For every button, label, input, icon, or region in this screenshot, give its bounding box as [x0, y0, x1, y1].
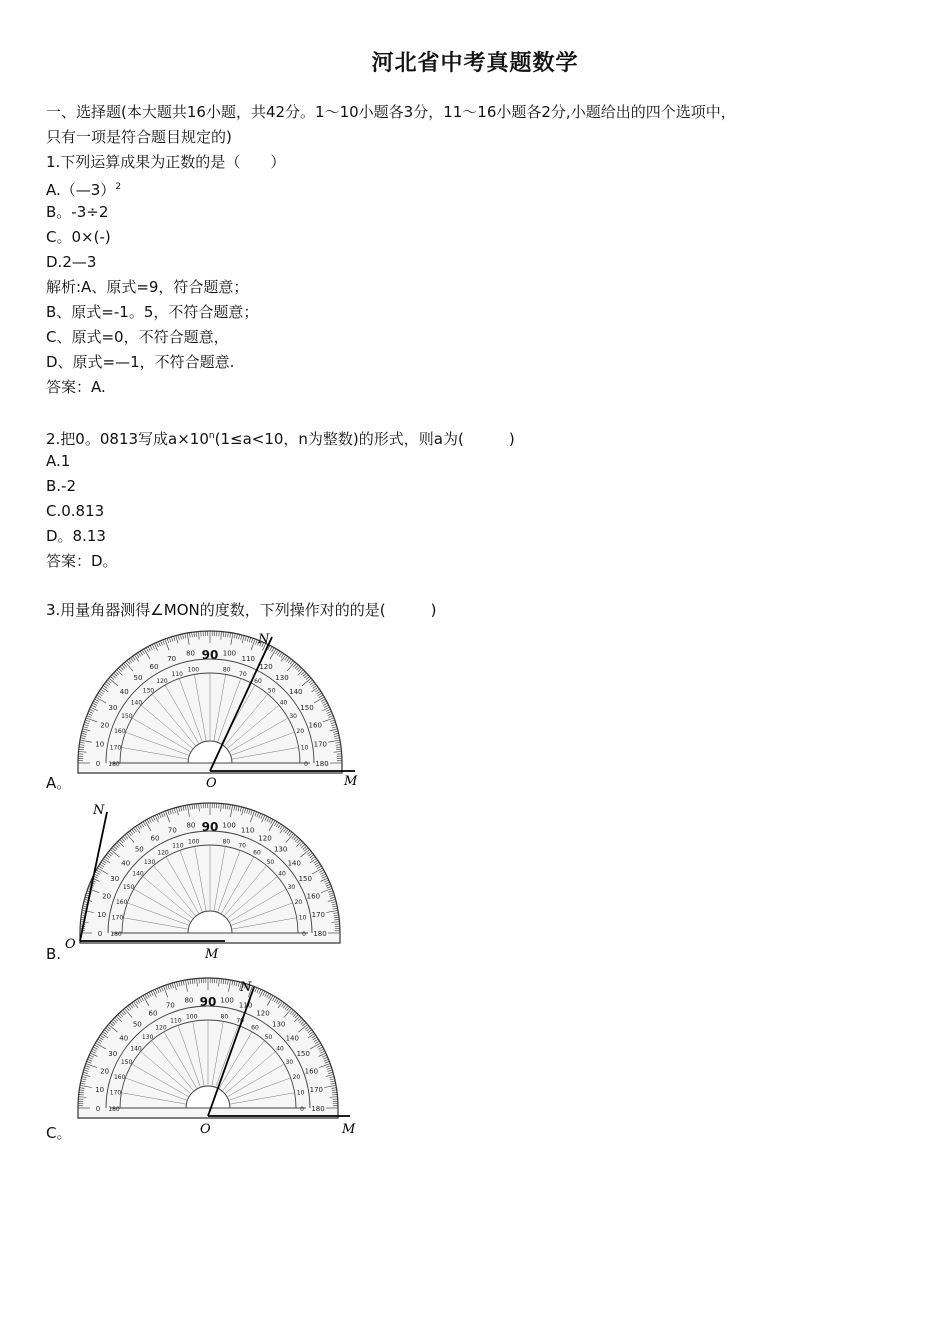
svg-text:100: 100 [185, 1013, 198, 1021]
svg-text:10: 10 [95, 740, 105, 749]
svg-text:110: 110 [241, 654, 255, 663]
point-label-o: O [200, 1122, 211, 1137]
svg-text:110: 110 [238, 1001, 253, 1010]
q2-stem-superscript: n [208, 431, 215, 441]
svg-text:120: 120 [157, 849, 169, 857]
section-heading-line2: 只有一项是符合题目规定的) [46, 128, 232, 146]
svg-text:100: 100 [220, 996, 234, 1005]
svg-text:20: 20 [102, 892, 112, 901]
svg-text:130: 130 [274, 845, 288, 854]
svg-text:160: 160 [306, 892, 321, 901]
svg-text:120: 120 [156, 677, 168, 685]
svg-text:70: 70 [236, 1017, 244, 1025]
svg-text:60: 60 [251, 1024, 259, 1032]
protractor-figure-c [60, 975, 370, 1140]
svg-text:70: 70 [238, 842, 246, 850]
svg-text:30: 30 [110, 875, 120, 883]
svg-text:160: 160 [308, 721, 322, 730]
q2-answer: 答案：D。 [46, 552, 118, 570]
svg-text:160: 160 [113, 1073, 126, 1081]
q1-answer: 答案：A. [46, 378, 106, 396]
center-mark-label: 90 [201, 820, 219, 834]
page-title: 河北省中考真题数学 [371, 51, 579, 76]
q2-stem-post: (1≤a<10，n为整数)的形式，则a为( ) [214, 430, 515, 448]
svg-text:170: 170 [311, 910, 326, 919]
svg-text:60: 60 [148, 1009, 158, 1018]
q1-option-c: C。0×(-) [46, 228, 111, 246]
svg-text:140: 140 [132, 870, 144, 878]
q3-option-b: B. [46, 945, 62, 963]
svg-text:10: 10 [300, 744, 309, 752]
point-label-o: O [65, 937, 76, 952]
svg-text:110: 110 [240, 826, 255, 835]
svg-text:180: 180 [108, 761, 120, 768]
svg-text:80: 80 [184, 996, 194, 1005]
svg-text:180: 180 [110, 931, 122, 938]
svg-text:80: 80 [186, 649, 196, 658]
center-mark-label: 90 [201, 648, 219, 662]
svg-text:120: 120 [256, 1009, 270, 1018]
svg-text:10: 10 [97, 910, 107, 919]
point-label-m: M [342, 1122, 356, 1137]
svg-text:50: 50 [266, 858, 275, 866]
q1-option-d: D.2—3 [46, 253, 97, 271]
svg-text:30: 30 [108, 704, 118, 712]
svg-text:40: 40 [119, 688, 129, 697]
svg-text:0: 0 [300, 1106, 304, 1113]
point-label-n: N [258, 632, 270, 647]
svg-text:180: 180 [311, 1105, 325, 1113]
svg-text:110: 110 [172, 842, 184, 850]
svg-text:10: 10 [95, 1085, 105, 1094]
svg-text:60: 60 [253, 849, 261, 857]
svg-text:170: 170 [111, 914, 124, 922]
svg-text:140: 140 [289, 688, 303, 697]
svg-text:60: 60 [254, 677, 262, 685]
svg-text:40: 40 [119, 1034, 129, 1043]
svg-text:130: 130 [142, 687, 155, 695]
q1-analysis-4: D、原式=—1，不符合题意. [46, 353, 235, 371]
svg-text:10: 10 [296, 1089, 305, 1097]
q1-stem: 1.下列运算成果为正数的是（ ） [46, 153, 286, 171]
svg-text:140: 140 [287, 859, 301, 868]
svg-text:50: 50 [264, 1033, 273, 1041]
svg-text:180: 180 [315, 760, 329, 768]
svg-text:160: 160 [114, 728, 126, 736]
svg-text:150: 150 [298, 875, 312, 883]
protractor-figure-a [60, 625, 380, 790]
svg-text:120: 120 [259, 663, 273, 672]
svg-text:70: 70 [167, 826, 177, 835]
svg-text:30: 30 [108, 1050, 118, 1058]
svg-text:150: 150 [120, 1059, 133, 1066]
q1-option-a-text: A.（—3） [46, 181, 116, 199]
svg-text:0: 0 [95, 760, 101, 768]
svg-text:50: 50 [132, 1020, 142, 1029]
svg-text:10: 10 [298, 914, 307, 922]
svg-text:80: 80 [220, 1013, 229, 1021]
point-label-n: N [240, 980, 252, 995]
svg-text:70: 70 [165, 1001, 175, 1010]
svg-text:140: 140 [285, 1034, 299, 1043]
svg-text:120: 120 [155, 1024, 167, 1032]
svg-text:130: 130 [143, 858, 156, 866]
svg-text:110: 110 [170, 1017, 182, 1025]
protractor-body [80, 803, 340, 943]
svg-text:150: 150 [296, 1050, 310, 1058]
q1-analysis-2: B、原式=-1。5，不符合题意； [46, 303, 259, 321]
point-label-o: O [206, 776, 217, 790]
q2-stem [46, 426, 515, 449]
q2-option-a: A.1 [46, 452, 71, 470]
svg-text:30: 30 [285, 1059, 294, 1066]
q3-stem: 3.用量角器测得∠MON的度数，下列操作对的的是( ) [46, 601, 437, 619]
svg-text:150: 150 [300, 704, 314, 712]
svg-text:70: 70 [167, 654, 177, 663]
svg-text:50: 50 [133, 674, 143, 683]
q1-option-a-superscript: 2 [115, 182, 122, 192]
svg-text:160: 160 [115, 898, 128, 906]
protractor-figure-b [55, 800, 365, 960]
svg-text:0: 0 [95, 1105, 101, 1113]
q2-option-c: C.0.813 [46, 502, 105, 520]
svg-text:40: 40 [279, 699, 288, 707]
svg-text:80: 80 [186, 821, 196, 830]
svg-text:80: 80 [222, 666, 231, 674]
point-label-n: N [93, 803, 105, 818]
svg-text:60: 60 [150, 834, 160, 843]
q2-option-d: D。8.13 [46, 527, 106, 545]
q1-option-b: B。-3÷2 [46, 203, 109, 221]
q1-analysis-3: C、原式=0，不符合题意， [46, 328, 229, 346]
svg-text:180: 180 [313, 930, 327, 938]
q3-option-a: A。 [46, 774, 72, 792]
q2-stem-pre: 2.把0。0813写成a×10 [46, 430, 209, 448]
svg-text:120: 120 [258, 834, 272, 843]
svg-text:150: 150 [122, 884, 135, 891]
svg-text:170: 170 [309, 1085, 324, 1094]
center-mark-label: 90 [199, 995, 217, 1009]
section-heading-line1: 一、选择题(本大题共16小题，共42分。1～10小题各3分，11～16小题各2分,小题给出的四个选项中， [46, 103, 736, 121]
svg-text:100: 100 [187, 666, 200, 674]
svg-text:150: 150 [121, 713, 133, 720]
svg-text:100: 100 [222, 821, 236, 830]
svg-text:140: 140 [130, 1045, 142, 1053]
svg-text:100: 100 [222, 649, 237, 658]
svg-text:0: 0 [302, 931, 306, 938]
protractor-body [78, 631, 342, 773]
svg-text:60: 60 [149, 663, 159, 672]
point-label-m: M [344, 774, 358, 789]
svg-text:40: 40 [278, 870, 286, 878]
svg-text:130: 130 [141, 1033, 154, 1041]
q1-analysis-1: 解析:A、原式=9，符合题意； [46, 278, 249, 296]
svg-text:130: 130 [275, 674, 289, 683]
svg-text:110: 110 [171, 670, 183, 678]
svg-text:170: 170 [313, 740, 327, 749]
point-label-m: M [205, 947, 219, 960]
svg-text:20: 20 [100, 1067, 110, 1076]
svg-text:180: 180 [108, 1106, 120, 1113]
svg-text:50: 50 [134, 845, 144, 854]
svg-text:40: 40 [276, 1045, 284, 1053]
svg-text:160: 160 [304, 1067, 319, 1076]
svg-text:80: 80 [222, 838, 231, 846]
svg-text:100: 100 [187, 838, 200, 846]
svg-text:20: 20 [292, 1073, 301, 1081]
svg-text:30: 30 [287, 884, 296, 891]
q1-option-a [46, 177, 121, 200]
q2-option-b: B.-2 [46, 477, 77, 495]
svg-text:50: 50 [267, 687, 276, 695]
svg-text:170: 170 [109, 744, 122, 752]
svg-text:130: 130 [272, 1020, 286, 1029]
svg-text:70: 70 [239, 670, 247, 678]
protractor-body [78, 978, 338, 1118]
svg-text:0: 0 [97, 930, 103, 938]
svg-text:0: 0 [304, 761, 308, 768]
svg-text:170: 170 [109, 1089, 122, 1097]
svg-text:20: 20 [296, 728, 305, 736]
svg-text:20: 20 [294, 898, 303, 906]
svg-text:30: 30 [289, 713, 297, 720]
svg-text:40: 40 [121, 859, 131, 868]
svg-text:140: 140 [130, 699, 143, 707]
svg-text:20: 20 [100, 721, 110, 730]
q3-option-c: C。 [46, 1124, 72, 1142]
